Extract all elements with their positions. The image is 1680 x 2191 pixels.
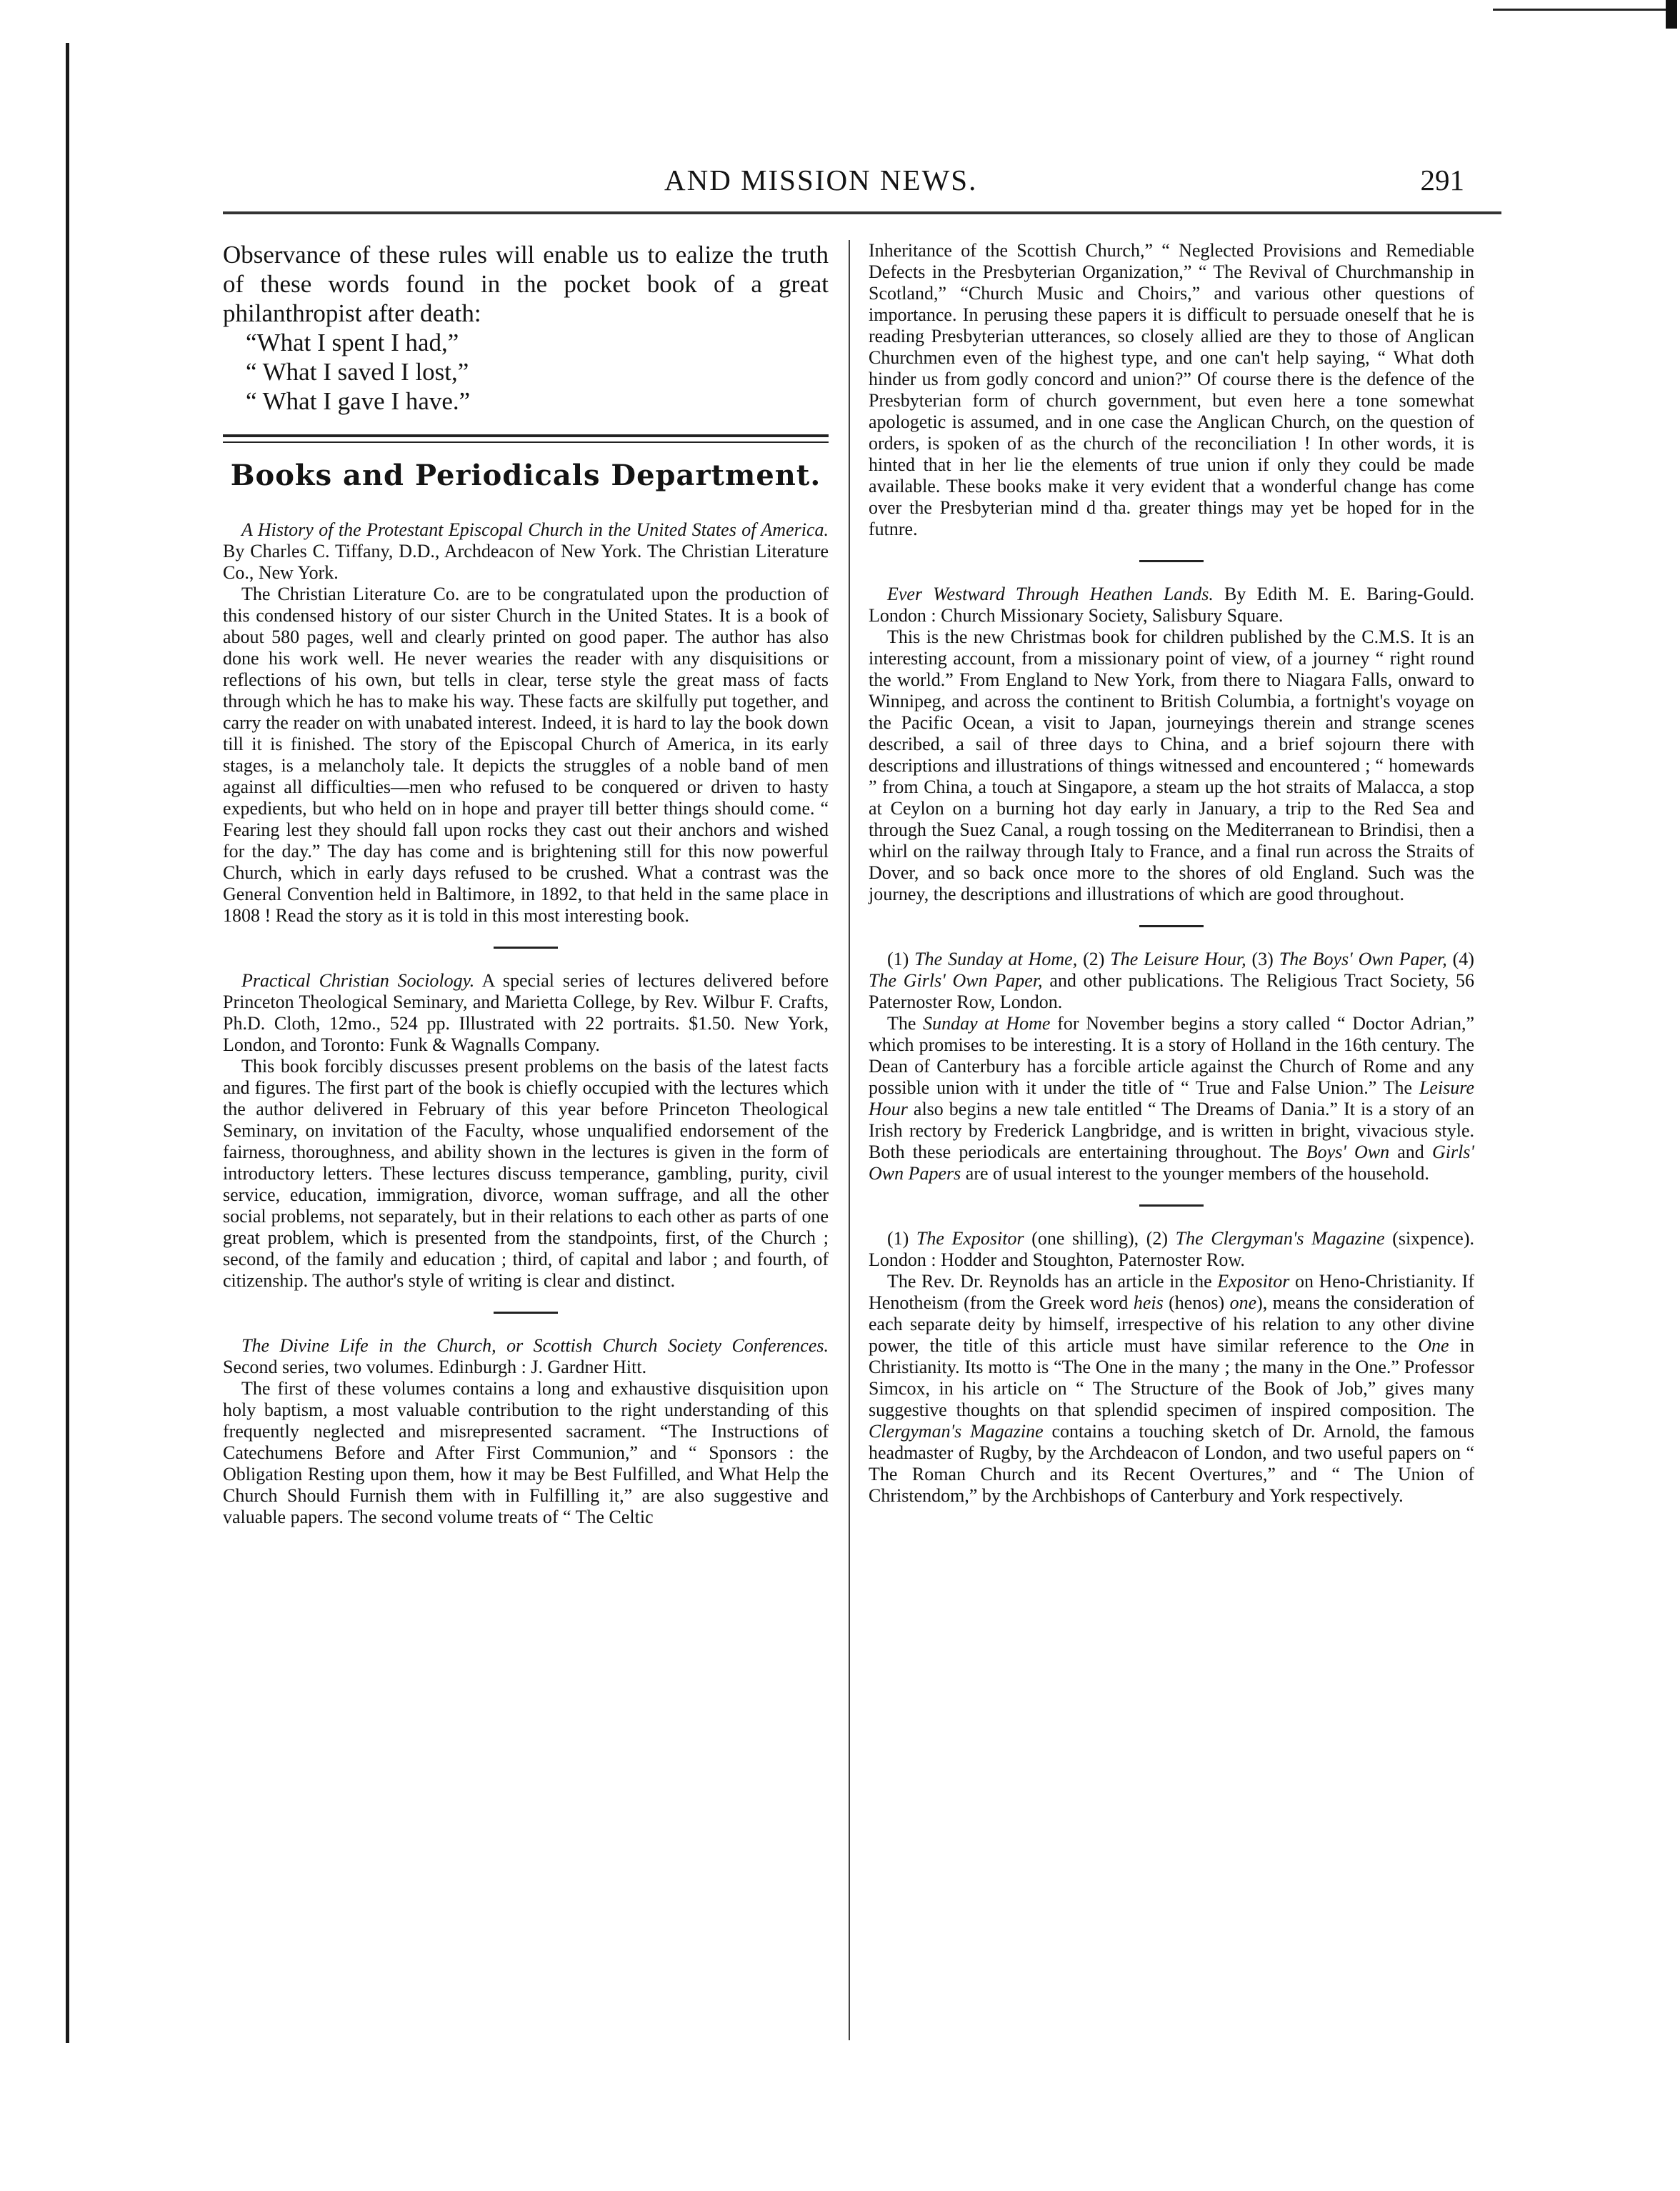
entry-3-body-right: Inheritance of the Scottish Church,” “ Neglected Provisions and Remediable Defects in the Presbyterian Organization,” “ The Revival of Churchmanship in Scotland,” “Church Music and Choirs,” and various other questions of importance. In perusing these papers it is difficult to persuade oneself that he is reading Presbyterian utterances, so closely allied are they to those of Anglican Churchmen even of the highest type, and one can't help saying, “ What doth hinder us from godly concord and union?” Of course there is the defence of the Presbyterian form of church government, but even here a tone somewhat apologetic is assumed, and in one case the Anglican Church, on the question of orders, is spoken of as the church of the reconciliation ! In other words, it is hinted that in her lie the elements of true union if only they could be made available. These books make it very evident that a wonderful change has come over the Presbyterian mind d tha. greater things may yet be hoped for in the futnre. (869, 240, 1474, 539)
scan-corner-mark (1666, 0, 1677, 29)
running-title: AND MISSION NEWS. (664, 164, 978, 196)
entry-6-italic: Clergyman's Magazine (869, 1421, 1044, 1442)
entry-5-text: also begins a new tale entitled “ The Dreams of Dania.” It is a story of an Irish rectory by Frederick Langbridge, and is written in bright, vivacious style. Both these periodicals are entertaining throughout. The (869, 1099, 1474, 1162)
page-number: 291 (1420, 164, 1464, 196)
entry-6-text: in Christianity. Its motto is “The One in the many ; the many in the One.” Professor Simcox, in his article on “ The Structure of the Book of Job,” gives many suggestive thoughts on that splendid specimen of inspired composition. The (869, 1335, 1474, 1420)
entry-1-heading (223, 519, 829, 584)
entry-5-num-2: (2) (1077, 949, 1111, 969)
quote-line-3: “ What I gave I have.” (246, 387, 471, 415)
entry-5-italic: Leisure Hour (869, 1077, 1474, 1119)
intro-text: Observance of these rules will enable us to ealize the truth of these words found in the pocket book of a great philanthropist after death: (223, 241, 829, 327)
scan-top-rule (1493, 9, 1671, 11)
entry-2-details: A special series of lectures delivered before Princeton Theological Seminary, and Marietta College, by Rev. Wilbur F. Crafts, Ph.D. Cloth, 12mo., 524 pp. Illustrated with 22 portraits. $1.50. New York, London, and Toronto: Funk & Wagnalls Company. (223, 970, 829, 1055)
review-entry-2 (223, 970, 829, 1292)
entry-3-title: The Divine Life in the Church, or Scottish Church Society Conferences. (241, 1335, 829, 1356)
entry-6-italic: One (1418, 1335, 1449, 1356)
entry-4-details: By Edith M. E. Baring-Gould. London : Church Missionary Society, Salisbury Square. (869, 584, 1475, 626)
entry-4-heading (869, 584, 1474, 627)
review-entry-3-continued (869, 240, 1474, 540)
header-rule (223, 211, 1501, 214)
review-entry-5 (869, 949, 1474, 1184)
entry-5-title-3: The Boys' Own Paper, (1279, 949, 1447, 969)
entry-5-title-2: The Leisure Hour, (1110, 949, 1246, 969)
entry-6-title-1: The Expositor (916, 1228, 1024, 1249)
department-title: Books and Periodicals Department. (230, 459, 821, 492)
entry-5-italic: Boys' Own (1306, 1142, 1390, 1162)
entry-5-italic: Sunday at Home (923, 1013, 1051, 1034)
entry-separator (1139, 925, 1204, 927)
entry-6-text: contains a touching sketch of Dr. Arnold, the famous headmaster of Rugby, by the Archdeacon of London, and two useful papers on “ The Roman Church and its Recent Overtures,” and “ The Union of Christendom,” by the Archbishops of Canterbury and York respectively. (869, 1421, 1475, 1506)
entry-5-title-1: The Sunday at Home, (914, 949, 1078, 969)
entry-2-heading (223, 970, 829, 1056)
entry-6-text: The Rev. Dr. Reynolds has an article in the (887, 1271, 1218, 1292)
quote-line-2: “ What I saved I lost,” (246, 358, 469, 386)
right-column (869, 240, 1474, 1507)
entry-6-title-2: The Clergyman's Magazine (1175, 1228, 1385, 1249)
running-header (643, 163, 1464, 206)
review-entry-6 (869, 1228, 1474, 1507)
entry-separator (1139, 560, 1204, 562)
entry-6-price-1: (one shilling), (2) (1024, 1228, 1176, 1249)
entry-5-text: for November begins a story called “ Doctor Adrian,” which promises to be interesting. It is a story of Holland in the 16th century. The Dean of Canterbury has a forcible article against the Church of Rome and any possible union with it under the title of “ True and False Union.” The (869, 1013, 1474, 1098)
entry-5-details: and other publications. The Religious Tract Society, 56 Paternoster Row, London. (869, 970, 1475, 1012)
entry-5-title-4: The Girls' Own Paper, (869, 970, 1043, 991)
entry-5-body (869, 1013, 1474, 1184)
review-entry-1 (223, 519, 829, 927)
entry-2-body: This book forcibly discusses present problems on the basis of the latest facts and figures. The first part of the book is chiefly occupied with the lectures which the author delivered in February of this year before Princeton Theological Seminary, on invitation of the Faculty, whose unqualified endorsement of the fairness, thoroughness, and ability shown in the lectures is given in the form of introductory letters. These lectures discuss temperance, gambling, purity, civil service, education, immigration, divorce, woman suffrage, and all the other social problems, not separately, but in their relations to each other as parts of one great problem, which is presented from the standpoints, first, of the Church ; second, of the family and education ; third, of capital and labor ; and fourth, of citizenship. The author's style of writing is clear and distinct. (223, 1056, 829, 1291)
entry-5-text: and (1389, 1142, 1432, 1162)
entry-4-title: Ever Westward Through Heathen Lands. (887, 584, 1214, 604)
entry-4-body: This is the new Christmas book for children published by the C.M.S. It is an interesting account, from a missionary point of view, of a journey “ right round the world.” From England to New York, from there to Niagara Falls, onward to Winnipeg, and across the continent to British Columbia, a fortnight's voyage on the Pacific Ocean, a visit to Japan, journeyings therein and strange scenes described, a sail of three days to China, and a brief sojourn there with descriptions and illustrations of things witnessed and encountered ; “ homewards ” from China, a touch at Singapore, a steam up the hot straits of Malacca, a stop at Ceylon on a burning hot day early in January, a trip to the Red Sea and through the Suez Canal, a rough tossing on the Mediterranean to Brindisi, then a whirl on the railway through Italy to France, and a final run across the Straits of Dover, and so back once more to the shores of old England. Such was the journey, the descriptions and illustrations of which are good throughout. (869, 627, 1474, 904)
entry-5-num-4: (4) (1446, 949, 1474, 969)
review-entry-4 (869, 584, 1474, 905)
entry-1-details: By Charles C. Tiffany, D.D., Archdeacon of New York. The Christian Literature Co., New York. (223, 541, 829, 583)
entry-6-italic: Expositor (1217, 1271, 1290, 1292)
entry-5-num-3: (3) (1246, 949, 1279, 969)
entry-1-body: The Christian Literature Co. are to be congratulated upon the production of this condensed history of our sister Church in the United States. It is a book of about 580 pages, well and clearly printed on good paper. The author has also done his work well. He never wearies the reader with any disquisitions or reflections of his own, but tells in clear, terse style the great mass of facts through which he has to make his way. These facts are skilfully put together, and carry the reader on with unabated interest. Indeed, it is hard to lay the book down till it is finished. The story of the Episcopal Church of America, in its early stages, is a melancholy tale. It depicts the struggles of a noble band of men against all difficulties—men who refused to be conquered or driven to hasty expedients, but who held on in hope and prayer till better things should come. “ Fearing lest they should fall upon rocks they cast out their anchors and wished for the day.” The day has come and is brightening still for this now powerful Church, which in early days refused to be crushed. What a contrast was the General Convention held in Baltimore, in 1892, to that held in the same place in 1808 ! Read the story as it is told in this most interesting book. (223, 584, 829, 926)
entry-3-details: Second series, two volumes. Edinburgh : J. Gardner Hitt. (223, 1357, 647, 1377)
quote-line-1: “What I spent I had,” (246, 329, 459, 356)
scan-edge-rule (66, 43, 69, 2043)
entry-5-text: are of usual interest to the younger members of the household. (961, 1163, 1429, 1184)
entry-6-text: ), means the consideration of each separate deity by himself, irrespective of his relation to any other divine power, the title of this article must have similar reference to the (869, 1292, 1474, 1356)
entry-separator (494, 1312, 558, 1314)
entry-1-title: A History of the Protestant Episcopal Church in the United States of America. (241, 519, 829, 540)
entry-6-heading (869, 1228, 1474, 1271)
entry-separator (1139, 1204, 1204, 1207)
left-column (223, 240, 829, 1528)
entry-6-text: (henos) (1163, 1292, 1230, 1313)
entry-6-details: (sixpence). London : Hodder and Stoughton, Paternoster Row. (869, 1228, 1475, 1270)
entry-3-heading (223, 1335, 829, 1378)
entry-6-italic: heis (1133, 1292, 1164, 1313)
entry-5-num-1: (1) (887, 949, 915, 969)
section-double-rule (223, 434, 829, 443)
review-entry-3 (223, 1335, 829, 1528)
entry-5-heading (869, 949, 1474, 1013)
entry-5-text: The (887, 1013, 924, 1034)
entry-2-title: Practical Christian Sociology. (241, 970, 475, 991)
entry-3-body-left: The first of these volumes contains a long and exhaustive disquisition upon holy baptism, a most valuable contribution to the right understanding of this frequently neglected and misrepresented sacrament. “The Instructions of Catechumens Before and After First Communion,” and “ Sponsors : the Obligation Resting upon them, how it may be Best Fulfilled, and What Help the Church Should Furnish them with in Fulfilling it,” are also suggestive and valuable papers. The second volume treats of “ The Celtic (223, 1378, 829, 1527)
entry-6-body (869, 1271, 1474, 1507)
column-divider (849, 240, 850, 2040)
entry-6-italic: one (1229, 1292, 1257, 1313)
entry-separator (494, 947, 558, 949)
entry-6-num-1: (1) (887, 1228, 916, 1249)
intro-paragraph (223, 240, 829, 328)
entry-6-text: on Heno-Christianity. If Henotheism (from the Greek word (869, 1271, 1474, 1313)
entry-5-italic: Girls' Own Papers (869, 1142, 1474, 1184)
